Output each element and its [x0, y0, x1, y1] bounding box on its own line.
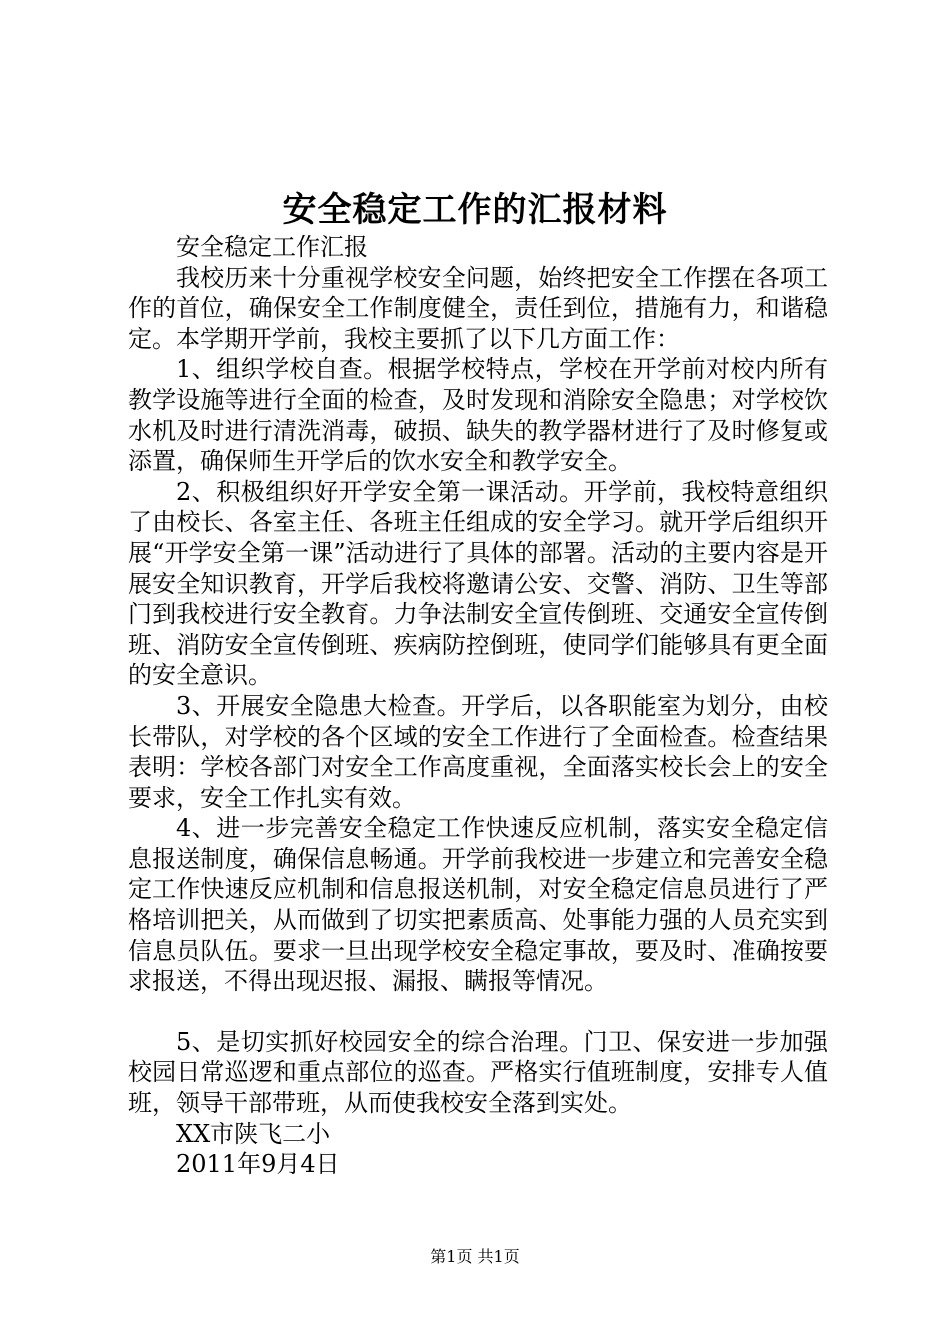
intro-paragraph: 我校历来十分重视学校安全问题，始终把安全工作摆在各项工作的首位，确保安全工作制度健全，责任到位，措施有力，和谐稳定。本学期开学前，我校主要抓了以下几方面工作：: [128, 263, 828, 353]
subtitle-paragraph: 安全稳定工作汇报: [176, 233, 368, 261]
page-footer: 第1页 共1页: [430, 1247, 520, 1266]
item-3-paragraph: 3、开展安全隐患大检查。开学后，以各职能室为划分，由校长带队，对学校的各个区域的安全工作进行了全面检查。检查结果表明：学校各部门对安全工作高度重视，全面落实校长会上的安全要求，安全工作扎实有效。: [128, 691, 828, 812]
item-2-paragraph: 2、积极组织好开学安全第一课活动。开学前，我校特意组织了由校长、各室主任、各班主任组成的安全学习。就开学后组织开展“开学安全第一课”活动进行了具体的部署。活动的主要内容是开展安全知识教育，开学后我校将邀请公安、交警、消防、卫生等部门到我校进行安全教育。力争法制安全宣传倒班、交通安全宣传倒班、消防安全宣传倒班、疾病防控倒班，使同学们能够具有更全面的安全意识。: [128, 477, 828, 690]
item-5-paragraph: 5、是切实抓好校园安全的综合治理。门卫、保安进一步加强校园日常巡逻和重点部位的巡查。严格实行值班制度，安排专人值班，领导干部带班，从而使我校安全落到实处。: [128, 1027, 828, 1118]
signature-date: 2011年9月4日: [176, 1150, 340, 1179]
document-title: 安全稳定工作的汇报材料: [282, 190, 668, 230]
item-4-paragraph: 4、进一步完善安全稳定工作快速反应机制，落实安全稳定信息报送制度，确保信息畅通。开学前我校进一步建立和完善安全稳定工作快速反应机制和信息报送机制，对安全稳定信息员进行了严格培训把关，从而做到了切实把素质高、处事能力强的人员充实到信息员队伍。要求一旦出现学校安全稳定事故，要及时、准确按要求报送，不得出现迟报、漏报、瞒报等情况。: [128, 814, 828, 996]
item-1-paragraph: 1、组织学校自查。根据学校特点，学校在开学前对校内所有教学设施等进行全面的检查，及时发现和消除安全隐患；对学校饮水机及时进行清洗消毒，破损、缺失的教学器材进行了及时修复或添置，确保师生开学后的饮水安全和教学安全。: [128, 355, 828, 476]
signature-school: XX市陕飞二小: [176, 1119, 331, 1148]
document-body: [128, 232, 828, 1180]
